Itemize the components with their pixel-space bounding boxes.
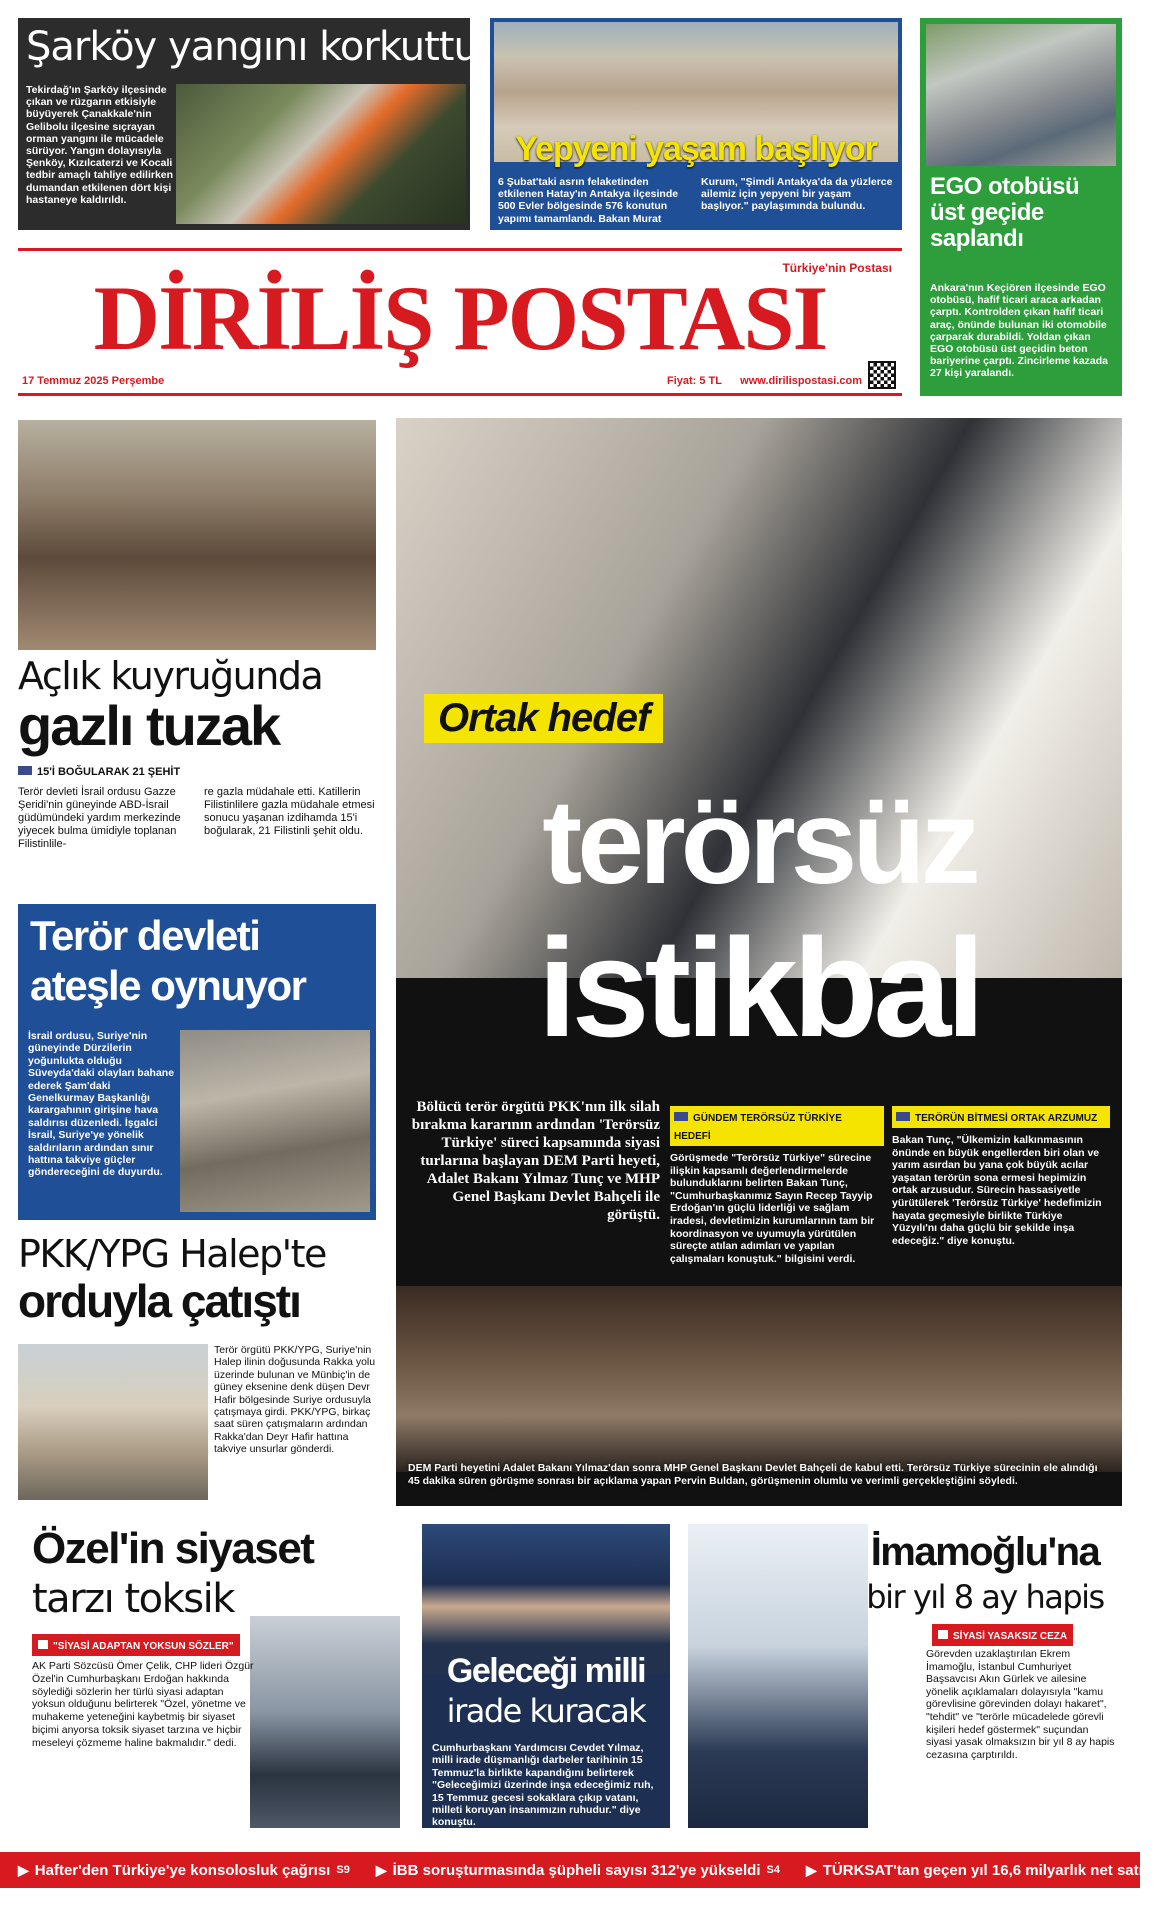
- bottom-story-yilmaz[interactable]: [422, 1524, 670, 1828]
- kicker-row: [932, 1624, 1073, 1646]
- qr-code-icon: [868, 361, 896, 389]
- top-story-ego[interactable]: [920, 18, 1122, 396]
- body-text: Görevden uzaklaştırılan Ekrem İmamoğlu, İstanbul Cumhuriyet Başsavcısı Akın Gürlek ve ailesine yönelik açıklamaları dolayısıyla "kamu görevlisine görevinden dolayı hakaret", "tehdit" ve "terörle mücadelede görevli kişileri hedef göstermek" suçundan siyasi yasak olmaksızın bir yıl 8 ay hapis cezasına çarptırıldı.: [926, 1648, 1115, 1761]
- arrow-icon: ▶: [375, 1861, 387, 1878]
- kicker: TERÖRÜN BİTMESİ ORTAK ARZUMUZ: [915, 1113, 1098, 1124]
- tag-ortak-hedef: Ortak hedef: [424, 694, 663, 743]
- ticker-text: TÜRKSAT'tan geçen yıl 16,6 milyarlık net satış: [822, 1861, 1152, 1879]
- main-col1: [670, 1106, 884, 1265]
- headline-line1: PKK/YPG Halep'te: [18, 1232, 326, 1276]
- body-text: Görüşmede "Terörsüz Türkiye" sürecine ilişkin kapsamlı değerlendirmelerde bulunduklarını belirten Bakan Tunç, "Cumhurbaşkanımız Sayın Recep Tayyip Erdoğan'ın güçlü liderliği ve sağlam iradesi, devletimizin kurumlarının tam bir koordinasyon ve uyumuyla yürütülen süreçte atılan adımları ve yapılan çalışmaları konuştuk." bilgisini verdi.: [670, 1152, 875, 1265]
- body-col2: re gazla müdahale etti. Katillerin Filistinlilere gazla müdahale etmesi sonucu yaşanan izdihamda 15'i boğularak, 21 Filistinli şehit oldu.: [204, 786, 375, 837]
- website-link[interactable]: www.dirilispostasi.com: [740, 375, 862, 387]
- arrow-icon: ▶: [805, 1861, 817, 1878]
- kicker-row: [892, 1106, 1110, 1128]
- kicker-row: [32, 1634, 240, 1656]
- headline-line1: Terör devleti: [30, 912, 260, 959]
- headline-line2: tarzı toksik: [32, 1576, 234, 1622]
- lead-text: Bölücü terör örgütü PKK'nın ilk silah bırakma kararının ardından 'Terörsüz Türkiye' süreci kapsamında siyasi turlarına başlayan DEM Parti heyeti, Adalet Bakanı Yılmaz Tunç ve MHP Genel Başkanı Devlet Bahçeli ile görüştü.: [411, 1099, 660, 1223]
- headline-line2: gazlı tuzak: [18, 694, 280, 757]
- main-story[interactable]: [396, 418, 1122, 1506]
- left-story-pkk[interactable]: [18, 1232, 376, 1504]
- headline-line2: ateşle oynuyor: [30, 962, 306, 1009]
- ruins-photo: [180, 1030, 370, 1212]
- kicker: 15'İ BOĞULARAK 21 ŞEHİT: [37, 766, 181, 778]
- headline: Yepyeni yaşam başlıyor: [515, 130, 877, 168]
- issue-date: 17 Temmuz 2025 Perşembe: [22, 375, 165, 387]
- headline-line2: irade kuracak: [446, 1692, 646, 1730]
- kicker-bar: [938, 1630, 948, 1639]
- masthead: [18, 248, 902, 396]
- fire-photo: [176, 84, 466, 224]
- bus-photo: [926, 24, 1116, 166]
- bottom-ticker: [0, 1852, 1171, 1888]
- body-text: Ankara'nın Keçiören ilçesinde EGO otobüsü, hafif ticari araca arkadan çarptı. Kontrolden çıkan hafif ticari araç, önünde bulunan iki otomobile çarparak durabildi. Yoldan çıkan EGO otobüsü üst geçidin beton bariyerine çarptı. Zincirleme kazada 27 kişi yaralandı.: [930, 282, 1108, 380]
- kicker-bar: [38, 1640, 48, 1649]
- gaza-crowd-photo: [18, 420, 376, 650]
- ticker-text: İBB soruşturmasında şüpheli sayısı 312'ye yükseldi: [392, 1861, 761, 1879]
- main-col2: [892, 1106, 1110, 1247]
- body-text: İsrail ordusu, Suriye'nin güneyinde Dürzilerin yoğunlukta olduğu Süveyda'daki olayları bahane ederek Şam'daki Genelkurmay Başkanlığı karargahının girişine hava saldırısı düzenledi. İşgalci İsrail, Suriye'ye yönelik saldırıların ardından sınır hattına takviye güçler göndereceğini de duyurdu.: [28, 1030, 175, 1179]
- headline-line1: Özel'in siyaset: [32, 1524, 314, 1573]
- imamoglu-photo: [688, 1524, 868, 1828]
- main-headline1: terörsüz: [542, 775, 976, 909]
- ticker-item-2[interactable]: [376, 1862, 780, 1879]
- kicker: SİYASİ YASAKSIZ CEZA: [953, 1631, 1068, 1642]
- kicker: GÜNDEM TERÖRSÜZ TÜRKİYE HEDEFİ: [674, 1113, 842, 1142]
- meeting-photo: [396, 1286, 1122, 1472]
- ticker-item-3[interactable]: [806, 1862, 1171, 1879]
- tagline: Türkiye'nin Postası: [782, 261, 892, 275]
- body-text: Cumhurbaşkanı Yardımcısı Cevdet Yılmaz, milli irade düşmanlığı darbeler tarihinin 15 Temmuz'la birlikte kapandığını belirterek "Geleceğimizi üzerinde inşa edeceğimiz ruh, 15 Temmuz gecesi sokaklara çıkıp vatanı, milleti koruyan insanımızın ruhudur." diye konuştu.: [432, 1742, 654, 1829]
- headline-line2: orduyla çatıştı: [18, 1275, 300, 1327]
- ticker-text: Hafter'den Türkiye'ye konsolosluk çağrısı: [34, 1861, 331, 1879]
- kicker: "SİYASİ ADAPTAN YOKSUN SÖZLER": [53, 1641, 234, 1652]
- photo-caption: DEM Parti heyetini Adalet Bakanı Yılmaz'dan sonra MHP Genel Başkanı Devlet Bahçeli de kabul etti. Terörsüz Türkiye sürecinin ele alındığı 45 dakika süren görüşme sonrası bir açıklama yapan Pervin Buldan, görüşmenin olumlu ve verimli gerçekleştiğini söyledi.: [408, 1462, 1098, 1487]
- main-headline2: istikbal: [537, 909, 981, 1066]
- headline-line1: Açlık kuyruğunda: [18, 654, 323, 698]
- body-col1: Terör devleti İsrail ordusu Gazze Şeridi'nin güneyinde ABD-İsrail güdümündeki yardım merkezinde yiyecek bulma ümidiyle toplanan Filistinlile-: [18, 786, 181, 850]
- kicker-bar: [896, 1112, 910, 1121]
- kicker-row: [18, 762, 376, 780]
- bottom-story-ozel[interactable]: [18, 1524, 400, 1828]
- top-story-sarkoy[interactable]: [18, 18, 478, 230]
- headline-line1: Geleceği milli: [446, 1652, 646, 1690]
- body-text: 6 Şubat'taki asrın felaketinden etkilenen Hatay'ın Antakya ilçesinde 500 Evler bölgesinde 576 konutun yapımı tamamlandı. Bakan Murat Kurum, "Şimdi Antakya'da da yüzlerce ailemiz için yepyeni bir yaşam başlıyor." paylaşımında bulundu.: [498, 176, 893, 225]
- page-ref: S3: [1157, 1864, 1171, 1876]
- newspaper-title: DİRİLİŞ POSTASI: [93, 267, 827, 369]
- headline-line2: bir yıl 8 ay hapis: [866, 1578, 1104, 1616]
- ticker-item-1[interactable]: [18, 1862, 350, 1879]
- street-photo: [18, 1344, 208, 1500]
- arrow-icon: ▶: [18, 1861, 29, 1878]
- body-text: AK Parti Sözcüsü Ömer Çelik, CHP lideri Özgür Özel'in Cumhurbaşkanı Erdoğan hakkında söylediği sözlerin her türlü siyasi adaptan yoksun olduğunu belirterek "Özel, yönetme ve muhakeme yeteneğini kaybetmiş bir siyaset biçimi anyorsa toksik siyaset tarzına ve hiçbir meseleyi çözmeme haline bakmalıdır." dedi.: [32, 1660, 254, 1749]
- top-story-hatay[interactable]: [490, 18, 902, 230]
- kicker-bar: [674, 1112, 688, 1121]
- headline-line1: İmamoğlu'na: [870, 1530, 1100, 1574]
- kicker-row: [670, 1106, 884, 1146]
- kicker-bar: [18, 766, 32, 775]
- body-text: Bakan Tunç, "Ülkemizin kalkınmasının önünde en büyük engellerden biri olan ve yarım asırdan bu yana çok büyük acılar yaşatan terörün sona ermesi hepimizin ortak arzusudur. Sürecin hassasiyetle yürütülerek 'Terörsüz Türkiye' hedefimizin hayata geçmesiyle birlikte Türkiye Yüzyılı'nı daha güçlü bir şekilde inşa edeceğiz." diye konuştu.: [892, 1134, 1102, 1247]
- page-ref: S9: [336, 1864, 350, 1876]
- bottom-story-imamoglu[interactable]: [688, 1524, 1122, 1828]
- body-text: Terör örgütü PKK/YPG, Suriye'nin Halep ilinin doğusunda Rakka yolu üzerinde bulunan ve Münbiç'in de güney eksenine denk düşen Devr Hafir bölgesinde Suriye ordusuyla çatışmaya girdi. PKK/YPG, birkaç saat süren çatışmaların ardından Rakka'dan Deyr Hafir hattına takviye unsurlar gönderdi.: [214, 1344, 376, 1456]
- left-story-israel[interactable]: [18, 904, 376, 1220]
- omer-celik-photo: [250, 1616, 400, 1828]
- page-ref: S4: [766, 1864, 780, 1876]
- body-text: Tekirdağ'ın Şarköy ilçesinde çıkan ve rüzgarın etkisiyle büyüyerek Çanakkale'nin Gelibolu ilçesine sıçrayan orman yangını ile mücadele sürüyor. Yangın dolayısıyla Şenköy, Kızılcaterzi ve Kocali tedbir amaçlı tahliye edilirken dumandan etkilenen dört kişi hastaneye kaldırıldı.: [26, 84, 174, 206]
- headline: Şarköy yangını korkuttu: [26, 24, 478, 70]
- headline: EGO otobüsü üst geçide saplandı: [930, 173, 1080, 252]
- left-story-gaza[interactable]: [18, 654, 376, 890]
- price: Fiyat: 5 TL: [666, 375, 722, 387]
